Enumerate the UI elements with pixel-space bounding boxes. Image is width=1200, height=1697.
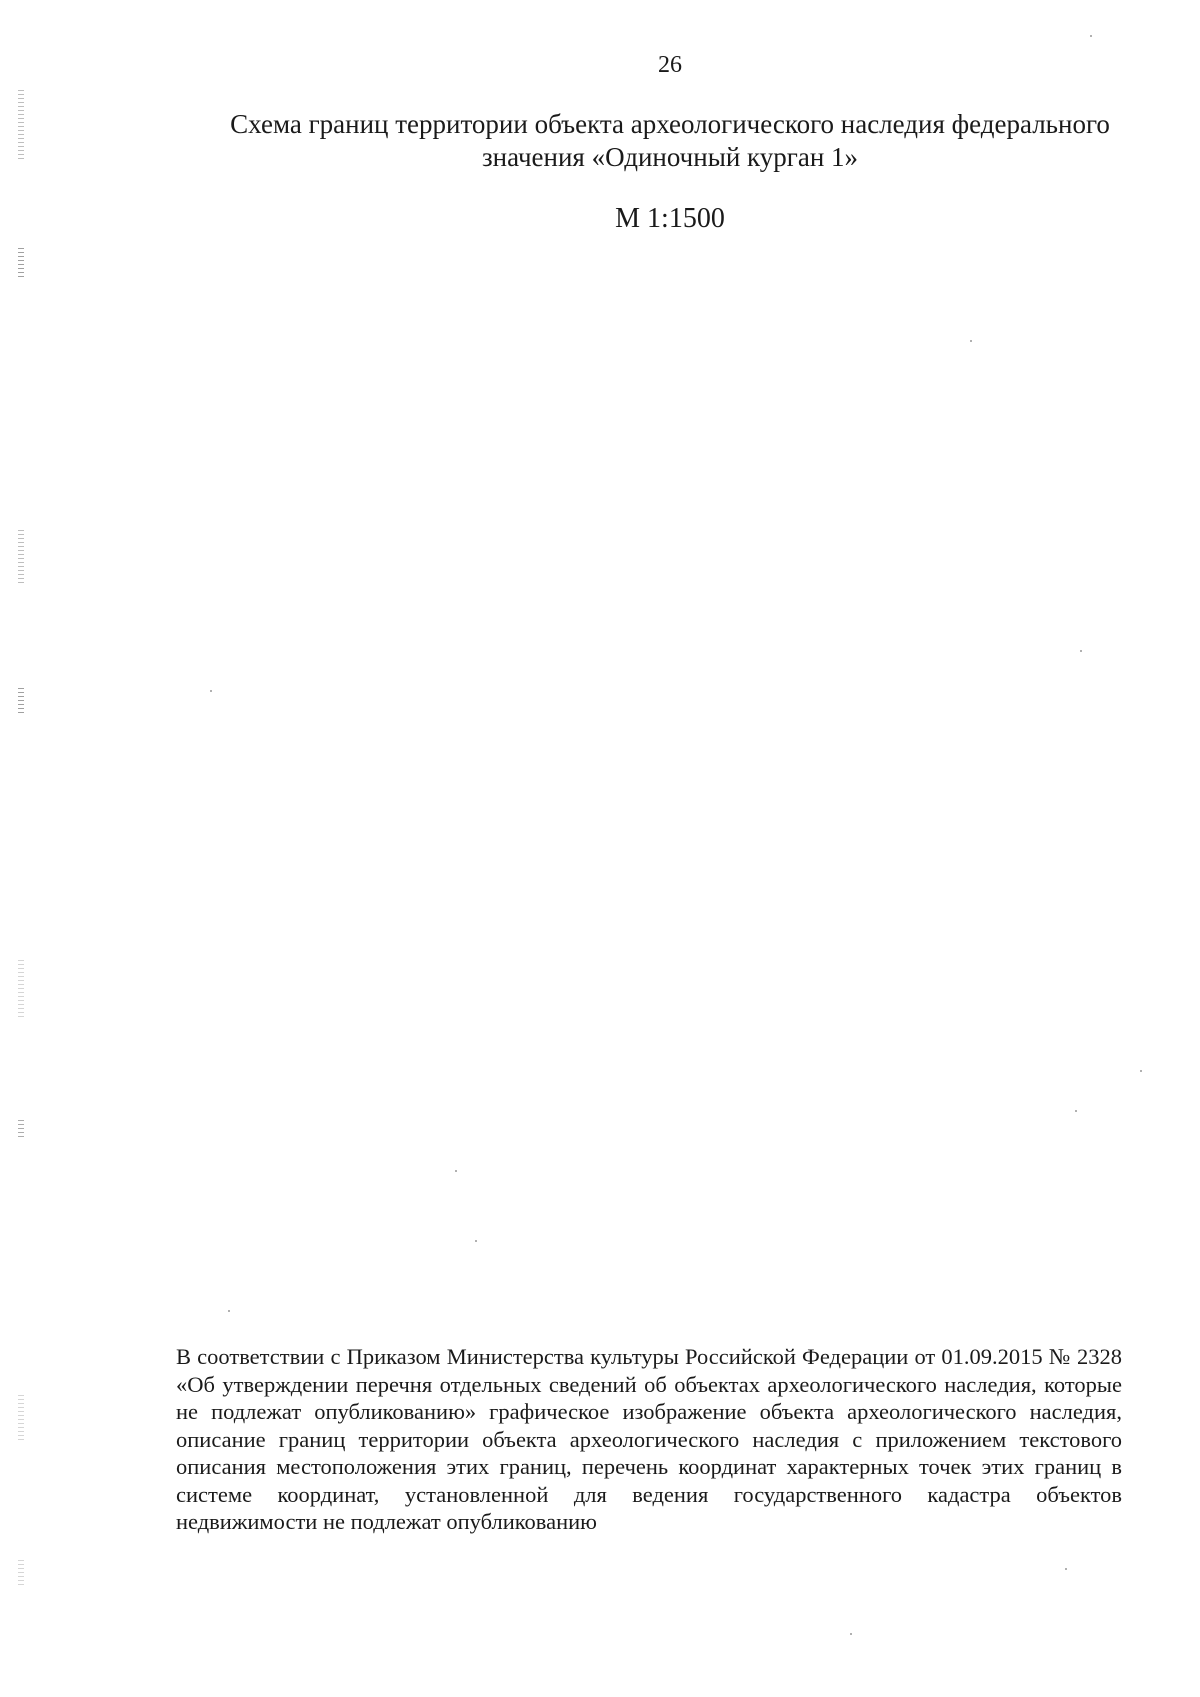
scan-speck [228,1310,230,1312]
scan-artifact [18,960,24,1020]
scan-artifact [18,248,24,280]
scan-speck [970,340,972,342]
scan-speck [455,1170,457,1172]
scan-speck [210,690,212,692]
scan-speck [1140,1070,1142,1072]
publication-notice: В соответствии с Приказом Министерства культуры Российской Федерации от 01.09.2015 № 2328 «Об утверждении перечня отдельных сведений об объектах археологического наследия, которые не подлежат опубликованию» графическое изображение объекта археологического наследия, описание границ территории объекта археологического наследия с приложением текстового описания местоположения этих границ, перечень координат характерных точек этих границ в системе координат, установленной для ведения государственного кадастра объектов недвижимости не подлежат опубликованию [176,1344,1122,1534]
scan-speck [1075,1110,1077,1112]
scan-artifact [18,1120,24,1140]
scan-speck [850,1633,852,1635]
scan-artifact [18,90,24,160]
scan-speck [1090,35,1092,37]
scan-speck [1065,1568,1067,1570]
scan-artifact [18,688,24,716]
scan-artifact [18,530,24,585]
document-title: Схема границ территории объекта археологического наследия федерального значения «Одиночный курган 1» [230,109,1110,172]
map-scale: М 1:1500 [615,203,725,234]
scan-artifact [18,1395,24,1440]
scan-artifact [18,1560,24,1585]
page-number: 26 [658,52,682,78]
scan-speck [475,1240,477,1242]
scan-speck [1080,650,1082,652]
